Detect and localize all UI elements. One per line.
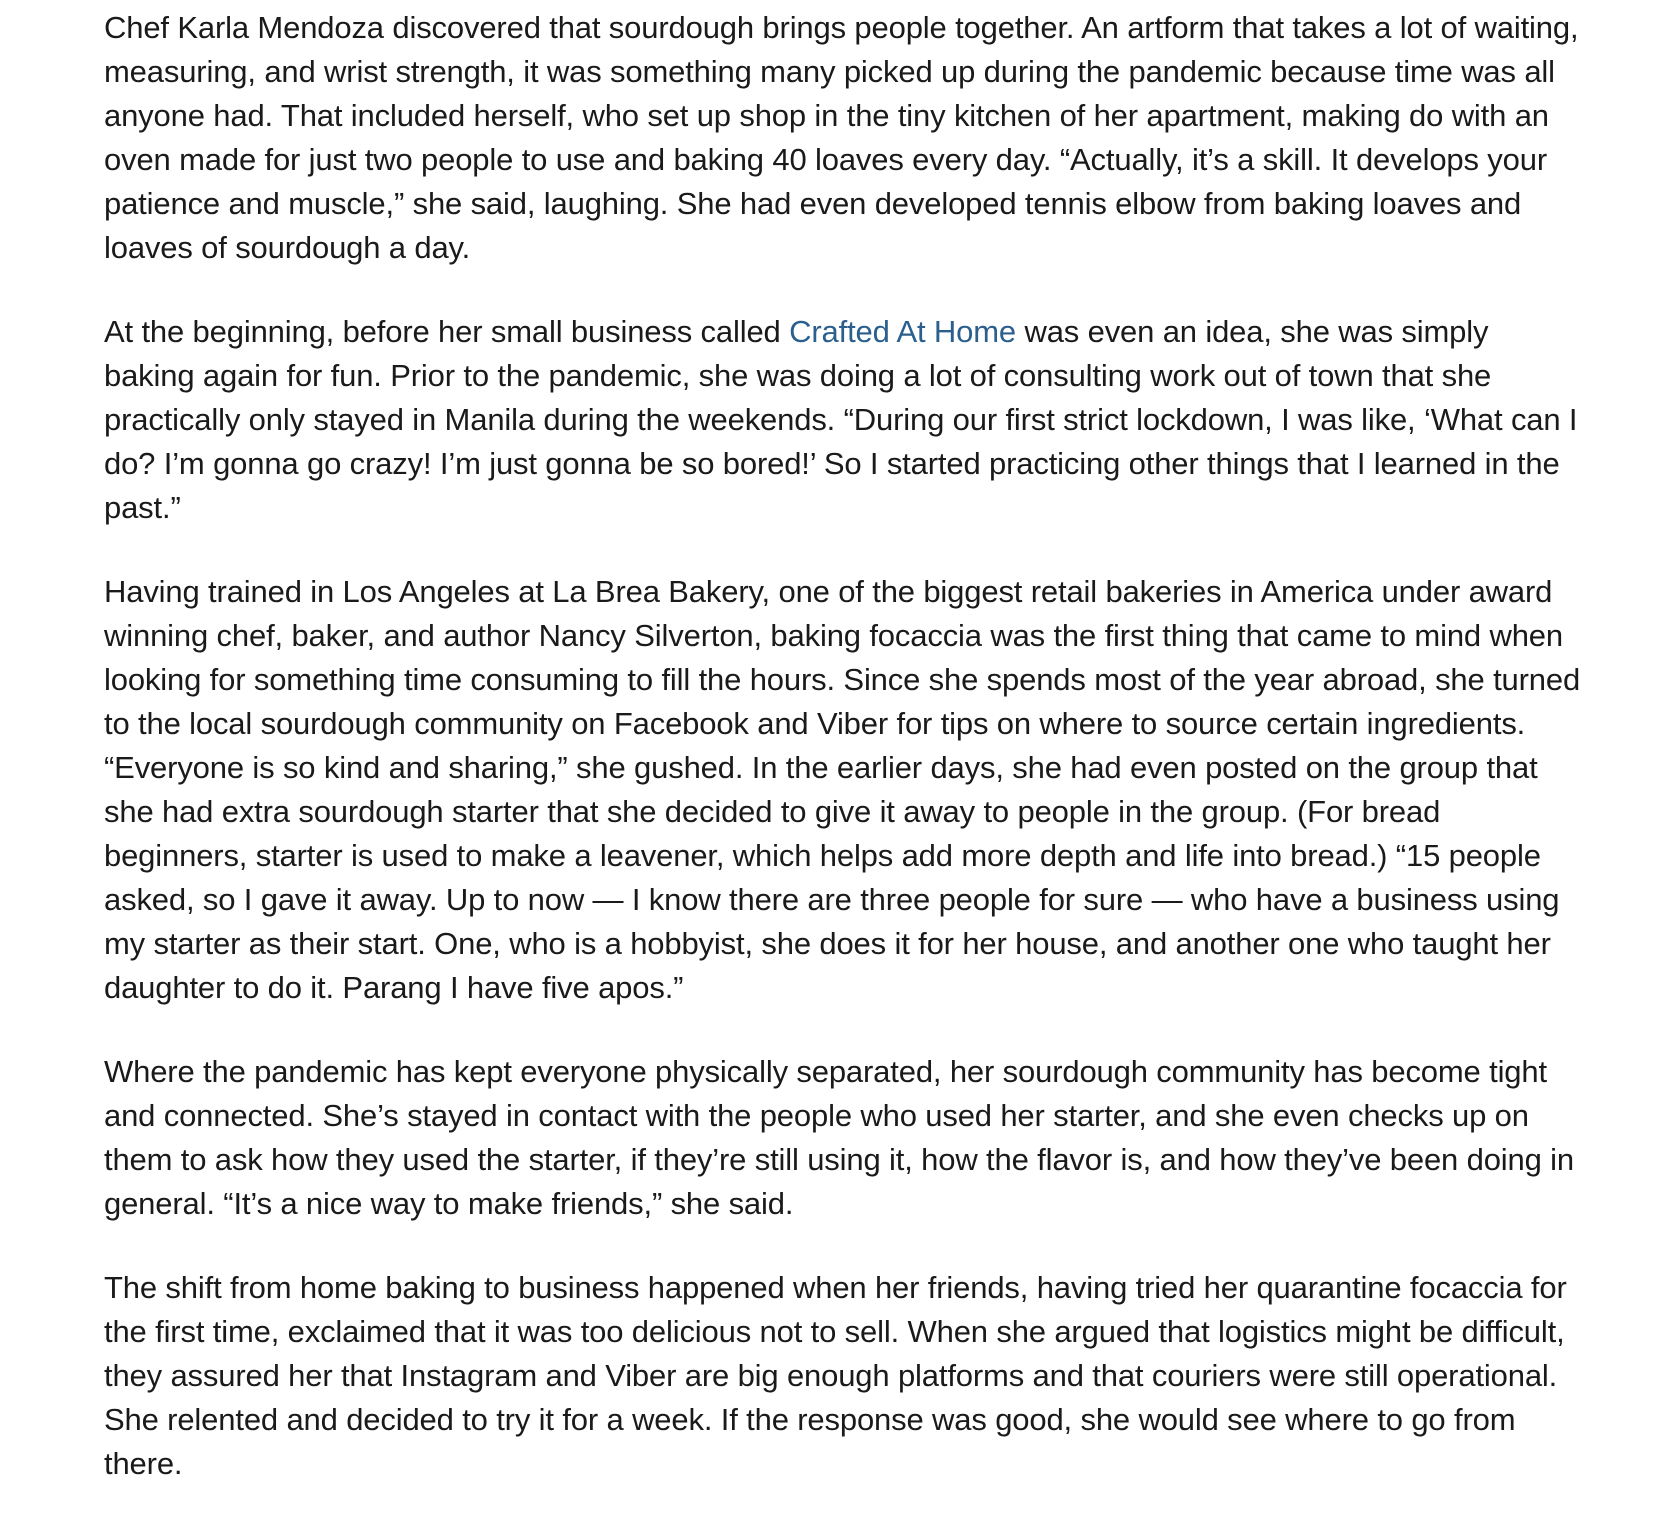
- crafted-at-home-link[interactable]: Crafted At Home: [789, 314, 1017, 349]
- paragraph-2: [104, 310, 1584, 530]
- paragraph-5: The shift from home baking to business happened when her friends, having tried her quarantine focaccia for the first time, exclaimed that it was too delicious not to sell. When she argued that logistics might be difficult, they assured her that Instagram and Viber are big enough platforms and that couriers were still operational. She relented and decided to try it for a week. If the response was good, she would see where to go from there.: [104, 1270, 1567, 1481]
- article-body: [104, 6, 1584, 1526]
- paragraph-4: Where the pandemic has kept everyone physically separated, her sourdough community has become tight and connected. She’s stayed in contact with the people who used her starter, and she even checks up on them to ask how they used the starter, if they’re still using it, how the flavor is, and how they’ve been doing in general. “It’s a nice way to make friends,” she said.: [104, 1054, 1574, 1221]
- paragraph-2-intro: At the beginning, before her small business called: [104, 314, 790, 349]
- paragraph-2-rest: was even an idea, she was simply baking again for fun. Prior to the pandemic, she was doing a lot of consulting work out of town that she practically only stayed in Manila during the weekends. “During our first strict lockdown, I was like, ‘What can I do? I’m gonna go crazy! I’m just gonna be so bored!’ So I started practicing other things that I learned in the past.”: [104, 314, 1578, 525]
- paragraph-1: Chef Karla Mendoza discovered that sourdough brings people together. An artform that takes a lot of waiting, measuring, and wrist strength, it was something many picked up during the pandemic because time was all anyone had. That included herself, who set up shop in the tiny kitchen of her apartment, making do with an oven made for just two people to use and baking 40 loaves every day. “Actually, it’s a skill. It develops your patience and muscle,” she said, laughing. She had even developed tennis elbow from baking loaves and loaves of sourdough a day.: [104, 10, 1579, 265]
- paragraph-3: Having trained in Los Angeles at La Brea Bakery, one of the biggest retail bakeries in America under award winning chef, baker, and author Nancy Silverton, baking focaccia was the first thing that came to mind when looking for something time consuming to fill the hours. Since she spends most of the year abroad, she turned to the local sourdough community on Facebook and Viber for tips on where to source certain ingredients. “Everyone is so kind and sharing,” she gushed. In the earlier days, she had even posted on the group that she had extra sourdough starter that she decided to give it away to people in the group. (For bread beginners, starter is used to make a leavener, which helps add more depth and life into bread.) “15 people asked, so I gave it away. Up to now — I know there are three people for sure — who have a business using my starter as their start. One, who is a hobbyist, she does it for her house, and another one who taught her daughter to do it. Parang I have five apos.”: [104, 574, 1581, 1005]
